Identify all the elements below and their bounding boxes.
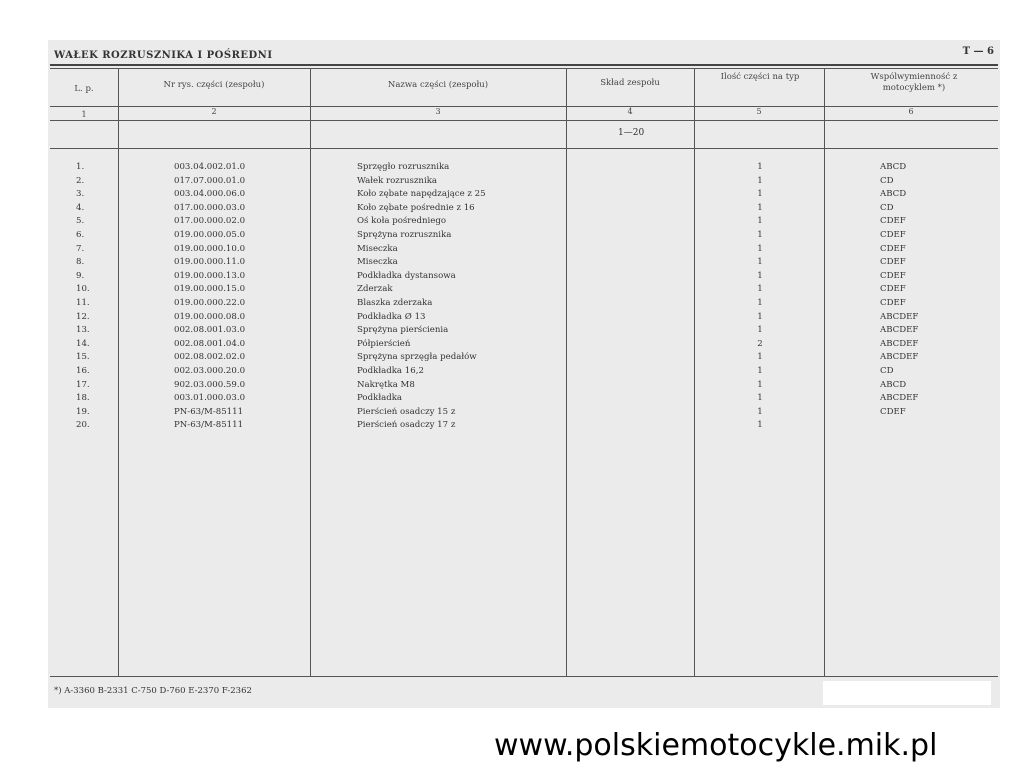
row-lp: 20. (76, 420, 90, 431)
row-part-number: 017.00.000.03.0 (174, 202, 246, 213)
row-compatibility: CD (880, 175, 894, 186)
row-compatibility: CDEF (880, 298, 906, 308)
col-number-1: 1 (81, 110, 87, 119)
table-row (48, 230, 1000, 244)
row-part-number: 019.00.000.13.0 (174, 270, 246, 281)
row-compatibility: ABCD (880, 379, 907, 390)
row-lp: 5. (76, 216, 85, 227)
row-part-number: 019.00.000.05.0 (174, 230, 246, 240)
row-quantity: 1 (757, 243, 763, 254)
row-part-number: 002.08.002.02.0 (174, 352, 246, 363)
table-row (48, 420, 1000, 434)
row-part-name: Miseczka (357, 257, 398, 268)
row-part-name: Półpierścień (357, 338, 411, 349)
col-header-sklad: Skład zespołu (600, 78, 660, 88)
row-compatibility: CDEF (880, 257, 906, 268)
row-quantity: 1 (757, 257, 763, 268)
row-part-number: PN-63/M-85111 (174, 406, 244, 417)
row-part-number: 002.03.000.20.0 (174, 366, 246, 376)
row-compatibility: CDEF (880, 406, 906, 417)
row-quantity: 1 (757, 393, 763, 404)
row-quantity: 1 (757, 189, 763, 200)
row-compatibility: ABCDEF (880, 325, 919, 336)
row-part-name: Zderzak (357, 284, 393, 295)
table-row (48, 312, 1000, 326)
row-quantity: 1 (757, 420, 763, 431)
row-part-name: Podkładka dystansowa (357, 270, 456, 281)
col-header-nazwa: Nazwa części (zespołu) (387, 80, 489, 90)
row-compatibility: CDEF (880, 243, 906, 254)
row-part-name: Podkładka 16,2 (357, 366, 424, 376)
table-row (48, 325, 1000, 339)
col-header-wsp: Wspólwymienność z motocyklem *) (870, 72, 958, 93)
row-part-name: Wałek rozrusznika (357, 175, 438, 186)
row-lp: 3. (76, 189, 85, 200)
row-quantity: 1 (757, 298, 763, 308)
row-quantity: 1 (757, 366, 763, 376)
row-lp: 8. (76, 257, 85, 268)
table-row (48, 366, 1000, 380)
row-lp: 12. (76, 311, 90, 322)
row-part-name: Oś koła pośredniego (357, 216, 447, 227)
row-compatibility: ABCDEF (880, 393, 919, 404)
row-part-number: 902.03.000.59.0 (174, 379, 246, 390)
top-rule-thin (50, 68, 998, 69)
row-compatibility: ABCDEF (880, 311, 919, 322)
assembly-row-rule (50, 148, 998, 149)
row-lp: 1. (76, 162, 85, 172)
row-lp: 16. (76, 366, 90, 376)
col-number-5: 5 (756, 107, 762, 116)
row-compatibility: CDEF (880, 216, 906, 227)
row-compatibility: CDEF (880, 270, 906, 281)
table-row (48, 271, 1000, 285)
row-quantity: 1 (757, 379, 763, 390)
parts-table-sheet (48, 40, 1000, 708)
row-part-number: 002.08.001.04.0 (174, 338, 246, 349)
row-part-number: 019.00.000.10.0 (174, 243, 246, 254)
row-lp: 10. (76, 284, 90, 295)
table-row (48, 257, 1000, 271)
row-part-name: Blaszka zderzaka (357, 298, 433, 308)
table-row (48, 407, 1000, 421)
row-compatibility: CDEF (880, 230, 906, 240)
row-lp: 4. (76, 202, 85, 213)
row-compatibility: CD (880, 202, 894, 213)
table-row (48, 380, 1000, 394)
row-part-name: Miseczka (357, 243, 398, 254)
row-part-number: 019.00.000.22.0 (174, 298, 246, 308)
row-compatibility: ABCDEF (880, 352, 919, 363)
row-compatibility: ABCD (880, 162, 907, 172)
table-row (48, 244, 1000, 258)
row-part-number: 019.00.000.08.0 (174, 311, 246, 322)
blank-label-area (823, 681, 991, 705)
top-rule (50, 64, 998, 66)
table-row (48, 339, 1000, 353)
row-quantity: 1 (757, 311, 763, 322)
row-quantity: 1 (757, 284, 763, 295)
row-lp: 17. (76, 379, 90, 390)
row-part-name: Podkładka (357, 393, 403, 404)
row-part-name: Koło zębate napędzające z 25 (357, 189, 486, 200)
row-lp: 6. (76, 230, 85, 240)
row-quantity: 1 (757, 325, 763, 336)
row-compatibility: ABCD (880, 189, 907, 200)
row-lp: 13. (76, 325, 90, 336)
row-lp: 11. (76, 298, 90, 308)
col-header-nr: Nr rys. części (zespołu) (163, 80, 265, 90)
table-row (48, 216, 1000, 230)
row-quantity: 1 (757, 162, 763, 172)
row-compatibility: CD (880, 366, 894, 376)
row-part-name: Pierścień osadczy 17 z (357, 420, 456, 431)
col-header-ilosc: Ilość części na typ (720, 72, 800, 82)
row-part-name: Pierścień osadczy 15 z (357, 406, 456, 417)
col-header-lp: L. p. (74, 84, 94, 94)
watermark-url: www.polskiemotocykle.mik.pl (494, 728, 938, 763)
row-lp: 15. (76, 352, 90, 363)
table-row (48, 298, 1000, 312)
table-row (48, 162, 1000, 176)
table-row (48, 176, 1000, 190)
number-row-rule (50, 120, 998, 121)
row-part-name: Nakrętka M8 (357, 379, 415, 390)
row-quantity: 1 (757, 406, 763, 417)
footnote: *) A-3360 B-2331 C-750 D-760 E-2370 F-2362 (54, 686, 252, 696)
row-part-number: 019.00.000.15.0 (174, 284, 246, 295)
row-part-name: Podkładka Ø 13 (357, 311, 426, 322)
row-part-number: 002.08.001.03.0 (174, 325, 246, 336)
row-lp: 7. (76, 243, 85, 254)
row-quantity: 1 (757, 175, 763, 186)
assembly-range: 1—20 (618, 128, 645, 138)
row-part-number: 017.07.000.01.0 (174, 175, 246, 186)
row-part-number: 003.04.002.01.0 (174, 162, 246, 172)
row-lp: 2. (76, 175, 85, 186)
col-number-2: 2 (211, 107, 217, 116)
col-number-3: 3 (435, 107, 441, 116)
table-row (48, 203, 1000, 217)
col-number-4: 4 (627, 107, 633, 116)
row-lp: 14. (76, 338, 90, 349)
row-part-name: Koło zębate pośrednie z 16 (357, 202, 475, 213)
row-lp: 19. (76, 406, 90, 417)
row-quantity: 1 (757, 270, 763, 281)
row-part-number: 003.04.000.06.0 (174, 189, 246, 200)
row-quantity: 1 (757, 202, 763, 213)
row-quantity: 2 (757, 338, 763, 349)
row-part-name: Sprężyna pierścienia (357, 325, 449, 336)
page-title: WAŁEK ROZRUSZNIKA I POŚREDNI (54, 50, 273, 61)
row-part-name: Sprężyna rozrusznika (357, 230, 452, 240)
row-part-number: 003.01.000.03.0 (174, 393, 246, 404)
row-compatibility: ABCDEF (880, 338, 919, 349)
row-quantity: 1 (757, 216, 763, 227)
table-row (48, 284, 1000, 298)
row-lp: 9. (76, 270, 85, 281)
table-row (48, 189, 1000, 203)
page-code: T — 6 (962, 46, 994, 57)
col-number-6: 6 (908, 107, 914, 116)
row-quantity: 1 (757, 352, 763, 363)
table-row (48, 352, 1000, 366)
row-part-number: 017.00.000.02.0 (174, 216, 246, 227)
row-compatibility: CDEF (880, 284, 906, 295)
bottom-rule (50, 676, 998, 677)
row-part-number: PN-63/M-85111 (174, 420, 244, 431)
row-quantity: 1 (757, 230, 763, 240)
row-lp: 18. (76, 393, 90, 404)
row-part-name: Sprzęgło rozrusznika (357, 162, 450, 172)
table-row (48, 393, 1000, 407)
row-part-number: 019.00.000.11.0 (174, 257, 246, 268)
row-part-name: Sprężyna sprzęgła pedałów (357, 352, 477, 363)
